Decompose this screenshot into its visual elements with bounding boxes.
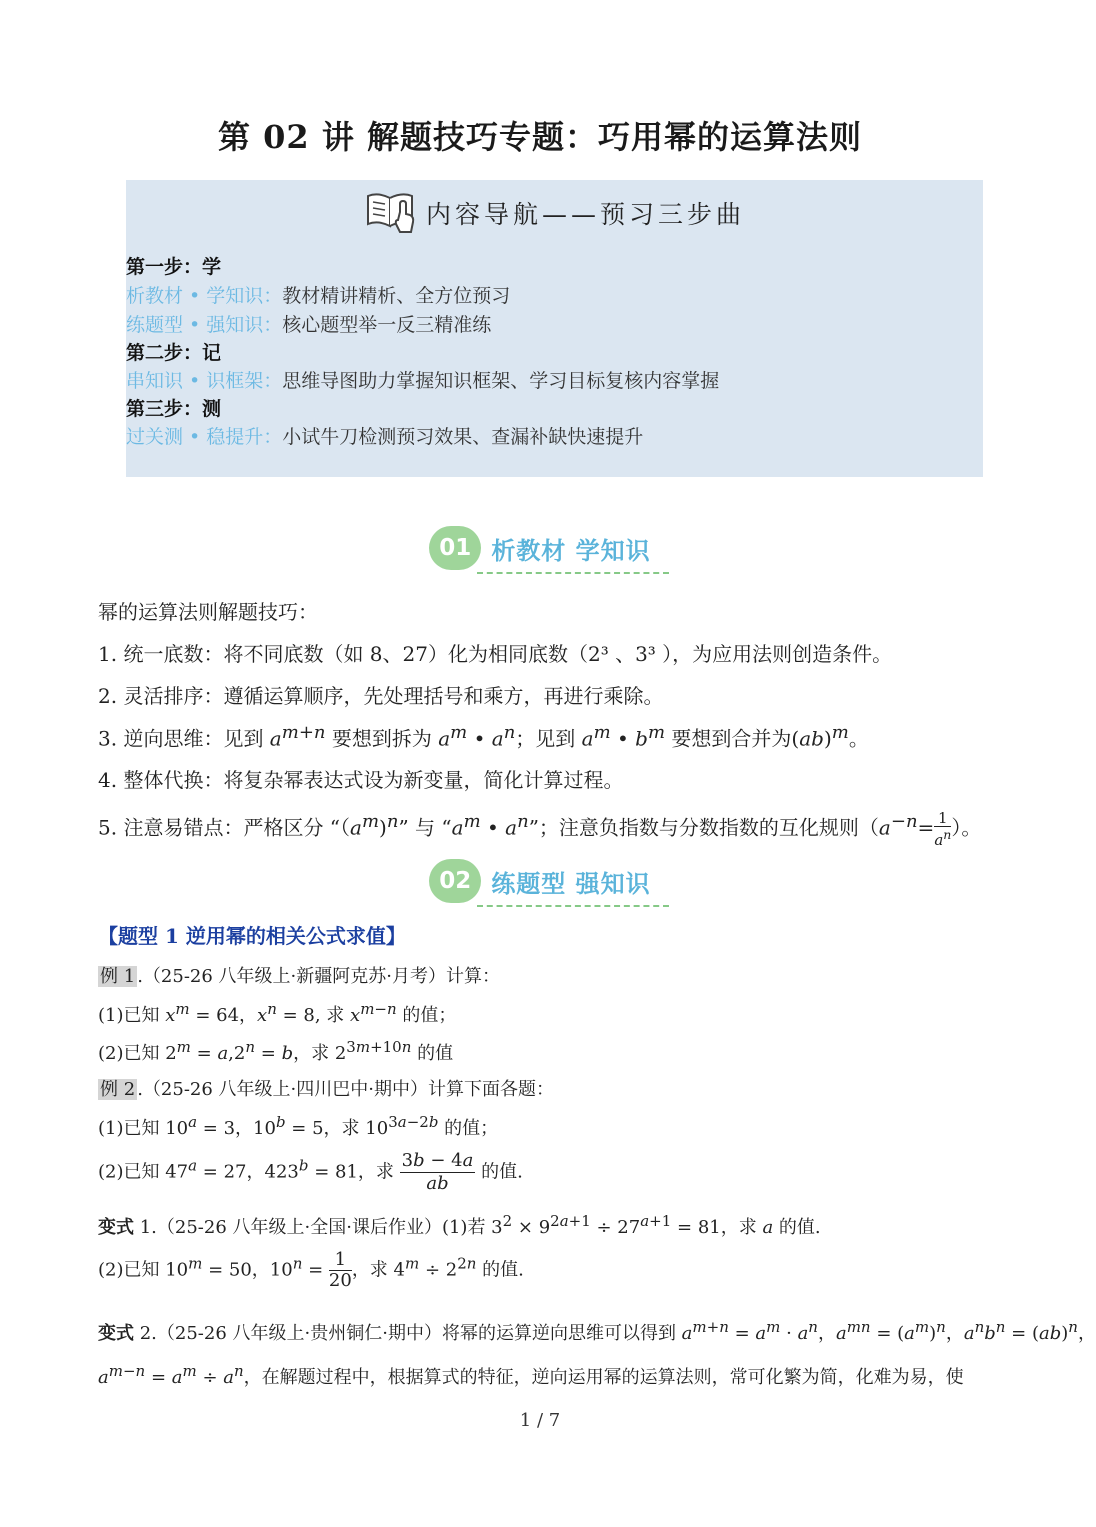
variant-1: 变式 1.（25-26 八年级上·全国·课后作业）(1)若 $3^2 \times 9^{2a+1} \div 27^{a+1} = 81$，求 a 的值.: [98, 1212, 821, 1238]
tips-intro: 幂的运算法则解题技巧：: [98, 600, 318, 624]
example-2: 例 2 .（25-26 八年级上·四川巴中·期中）计算下面各题：: [100, 1079, 554, 1100]
tip-5: 5. 注意易错点：严格区分 “$(a^m)^n$” 与 “$a^m$ • $a^n$”；注意负指数与分数指数的互化规则（$a^{-n}=$ $\frac{1}{a^n}$ ）。: [98, 809, 982, 849]
book-hand-icon: [364, 188, 420, 238]
content-navigation-box: [126, 180, 983, 477]
section-02-header: [0, 853, 1080, 909]
type-1-title: 【题型 1 逆用幂的相关公式求值】: [98, 924, 406, 948]
nav-step3: 第三步：测: [126, 398, 222, 420]
tip-2: 2. 灵活排序：遵循运算顺序，先处理括号和乘方，再进行乘除。: [98, 684, 664, 708]
page-number: 1 / 7: [519, 1410, 561, 1431]
nav-step2: 第二步：记: [126, 342, 222, 364]
example-1-part-2: (2)已知 $2^m = a,2^n = b$，求 $2^{3m+10n}$ 的值: [98, 1038, 454, 1064]
example-2-part-2: (2)已知 $47^a = 27$，$423^b = 81$，求 $\frac{3b - 4a}{ab}$ 的值.: [98, 1150, 523, 1194]
section-divider: [477, 572, 668, 574]
example-1-part-1: (1)已知 $x^m = 64$，$x^n = 8$, 求 $x^{m-n}$ 的值；: [98, 1000, 457, 1026]
tip-1: 1. 统一底数：将不同底数（如 8、27）化为相同底数（2³ 、3³ ），为应用法则创造条件。: [98, 642, 893, 666]
variant-2-continued: $a^{m-n} = a^m \div a^n$，在解题过程中，根据算式的特征，逆向运用幂的运算法则，常可化繁为简，化难为易，使: [98, 1362, 964, 1388]
section-01-header: [0, 520, 1080, 576]
nav-row2: 练题型 • 强知识：核心题型举一反三精准练: [126, 314, 492, 336]
section-title: 析教材 学知识: [491, 536, 651, 565]
nav-step1: 第一步：学: [126, 256, 222, 278]
variant-1-part-2: (2)已知 $10^m = 50$，$10^n$ = $\frac{1}{20}$ ，求 $4^m \div 2^{2n}$ 的值.: [98, 1249, 524, 1291]
example-1: 例 1 .（25-26 八年级上·新疆阿克苏·月考）计算：: [100, 966, 500, 987]
variant-2: 变式 2.（25-26 八年级上·贵州铜仁·期中）将幂的运算逆向思维可以得到 $a^{m+n} = a^m \cdot a^n$，$a^{mn} = (a^m)^n$，$a^nb^n = (ab)^n$，: [98, 1318, 1096, 1344]
section-divider: [477, 905, 668, 907]
nav-row3: 串知识 • 识框架：思维导图助力掌握知识框架、学习目标复核内容掌握: [126, 370, 720, 392]
tip-3: 3. 逆向思维：见到 $a^{m+n}$ 要想到拆为 $a^m$ • $a^n$；见到 $a^m$ • $b^m$ 要想到合并为(ab)$^m$。: [98, 722, 869, 751]
nav-heading-text: 内容导航——预习三步曲: [425, 200, 745, 229]
page-title: 第 02 讲 解题技巧专题：巧用幂的运算法则: [218, 118, 862, 156]
example-2-part-1: (1)已知 $10^a = 3$，$10^b = 5$，求 $10^{3a-2b}$ 的值；: [98, 1113, 499, 1139]
nav-row1: 析教材 • 学知识：教材精讲精析、全方位预习: [126, 285, 511, 307]
section-title: 练题型 强知识: [491, 869, 651, 898]
section-number-badge: 01: [429, 526, 481, 570]
section-number-badge: 02: [429, 859, 481, 903]
nav-row4: 过关测 • 稳提升：小试牛刀检测预习效果、查漏补缺快速提升: [126, 426, 644, 448]
nav-heading: [126, 188, 983, 238]
tip-4: 4. 整体代换：将复杂幂表达式设为新变量，简化计算过程。: [98, 768, 624, 792]
